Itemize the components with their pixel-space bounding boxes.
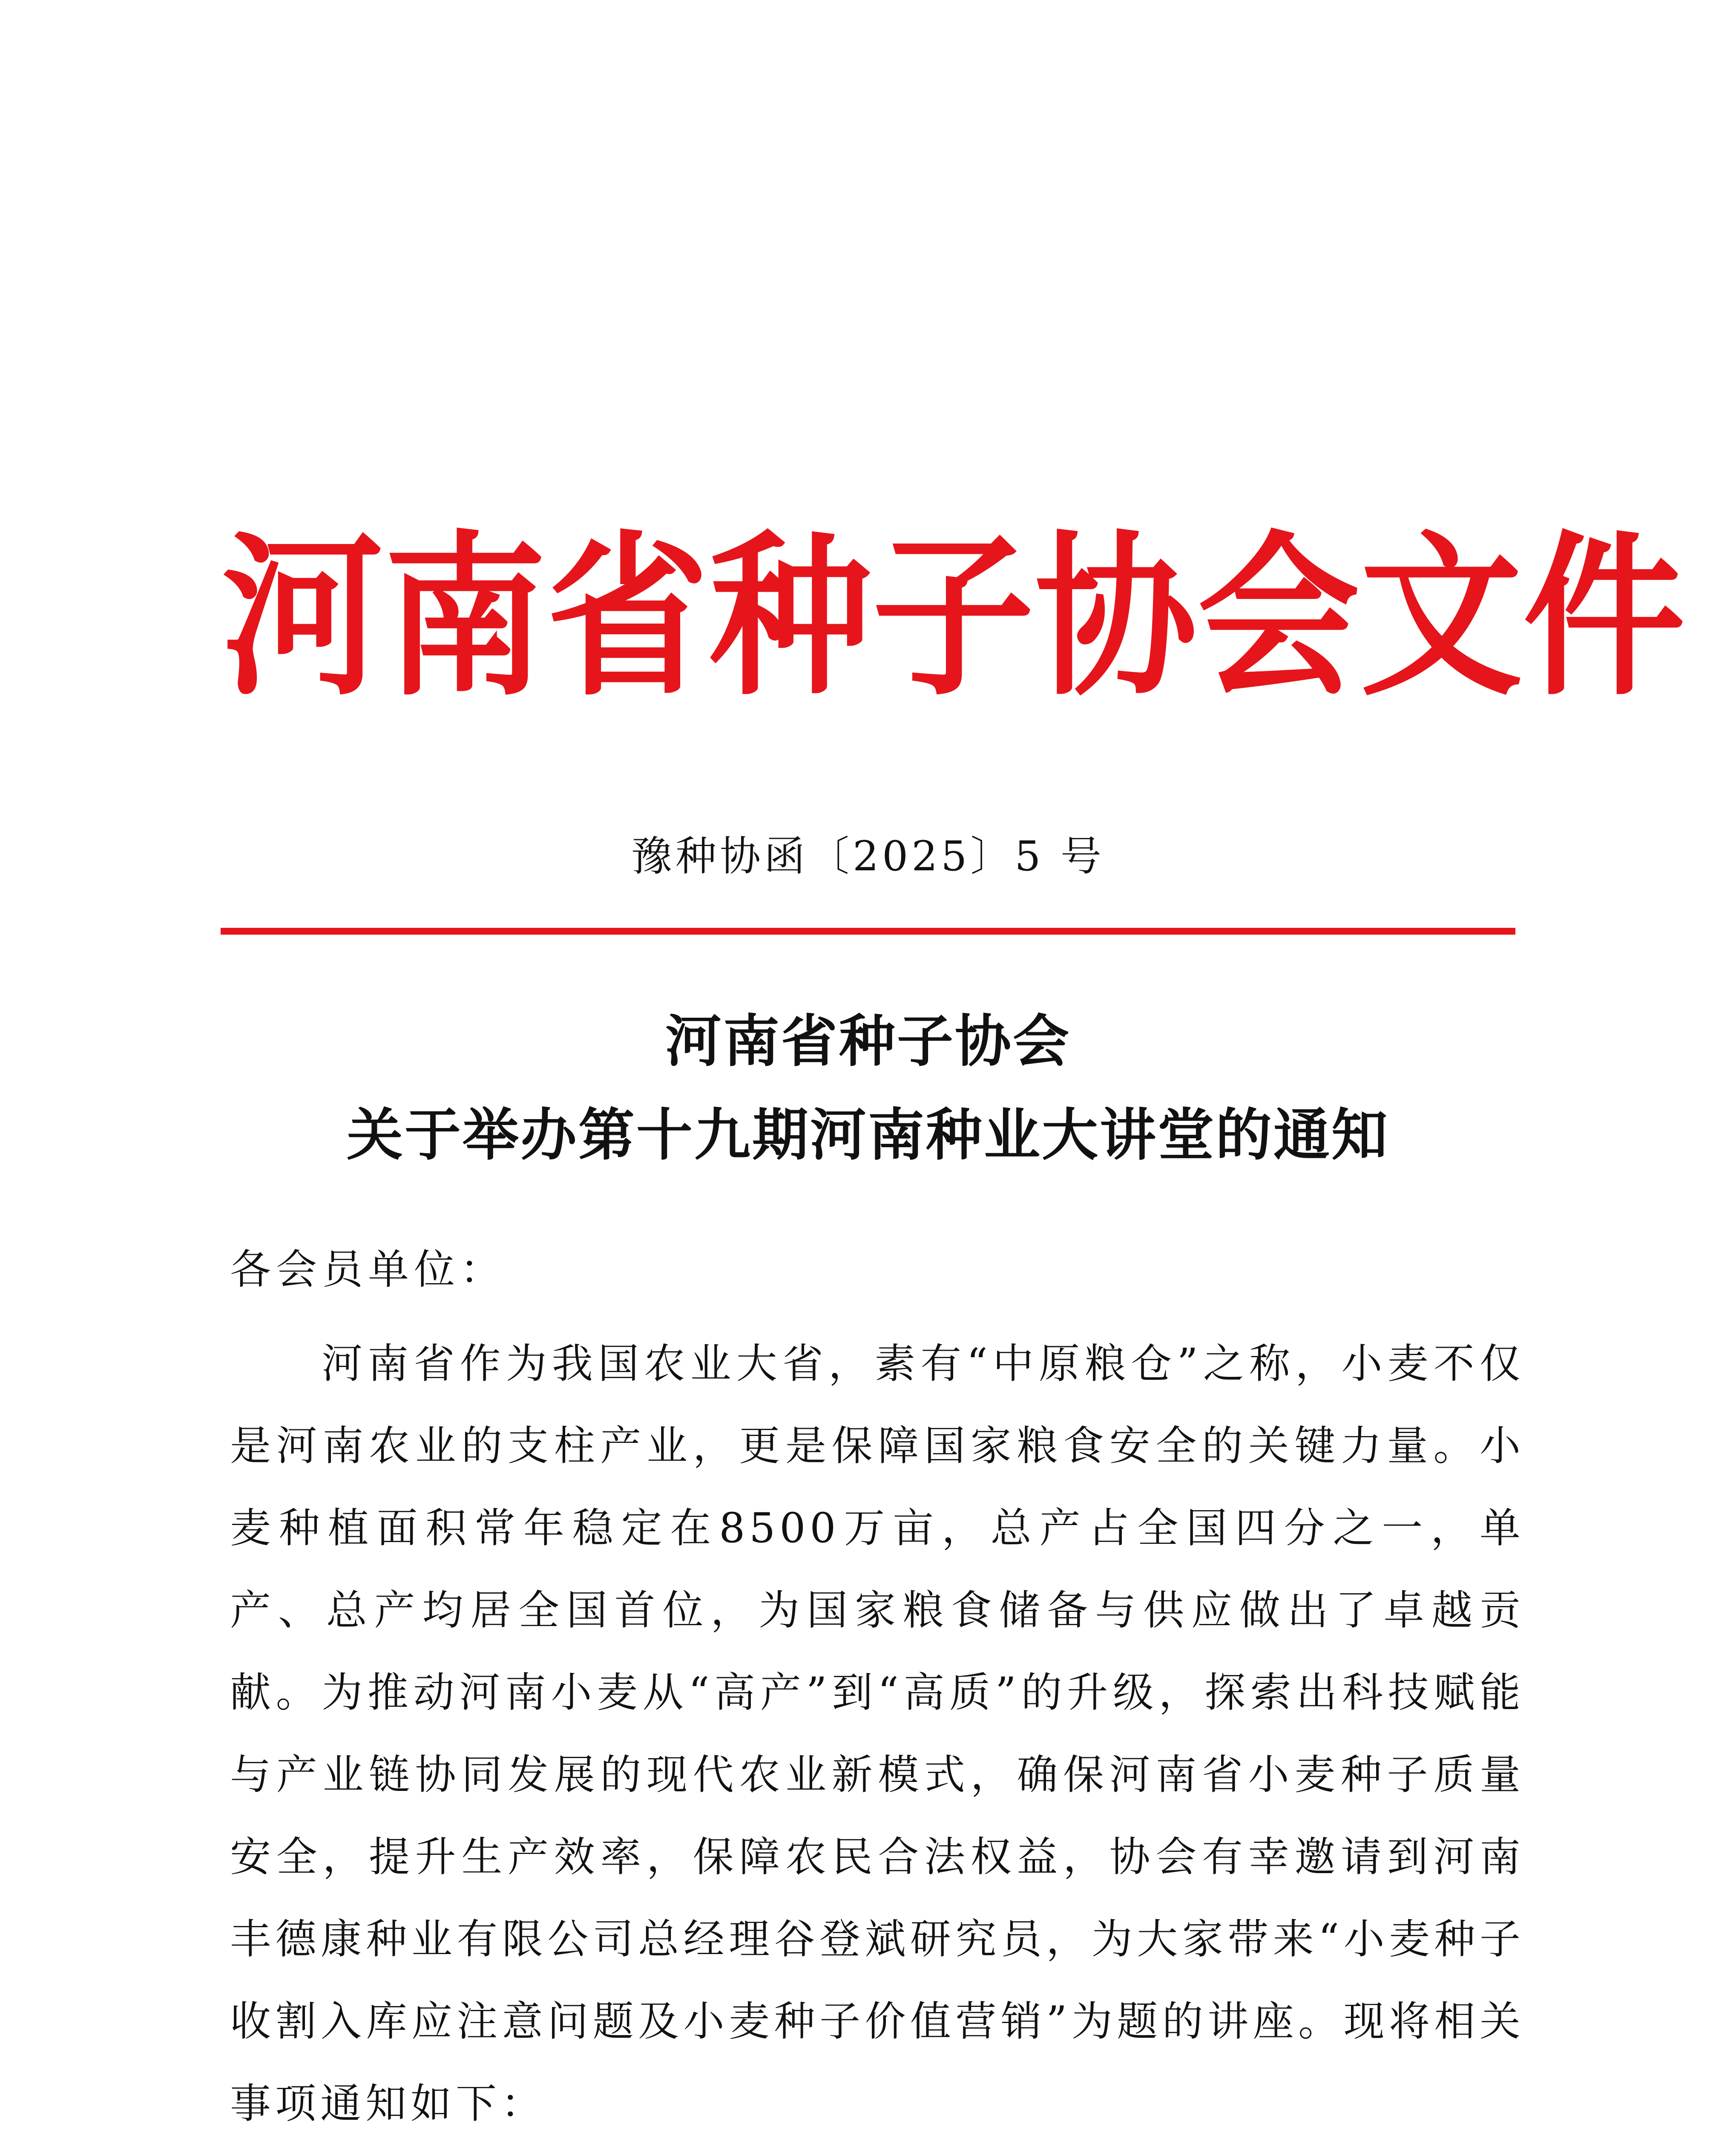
notice-title-line1: 河南省种子协会 xyxy=(665,1008,1071,1074)
notice-title-line2: 关于举办第十九期河南种业大讲堂的通知 xyxy=(347,1102,1389,1168)
salutation: 各会员单位： xyxy=(230,1246,506,1293)
red-divider-line xyxy=(221,928,1515,935)
document-header-title: 河南省种子协会文件 xyxy=(221,513,1686,720)
document-number: 豫种协函〔2025〕5 号 xyxy=(631,832,1105,880)
notice-body-paragraph: 河南省作为我国农业大省，素有“中原粮仓”之称，小麦不仅是河南农业的支柱产业，更是保障国家粮食安全的关键力量。小麦种植面积常年稳定在8500万亩，总产占全国四分之一，单产、总产均居全国首位，为国家粮食储备与供应做出了卓越贡献。为推动河南小麦从“高产”到“高质”的升级，探索出科技赋能与产业链协同发展的现代农业新模式，确保河南省小麦种子质量安全，提升生产效率，保障农民合法权益，协会有幸邀请到河南丰德康种业有限公司总经理谷登斌研究员，为大家带来“小麦种子收割入库应注意问题及小麦种子价值营销”为题的讲座。现将相关事项通知如下： xyxy=(230,1340,1525,2127)
